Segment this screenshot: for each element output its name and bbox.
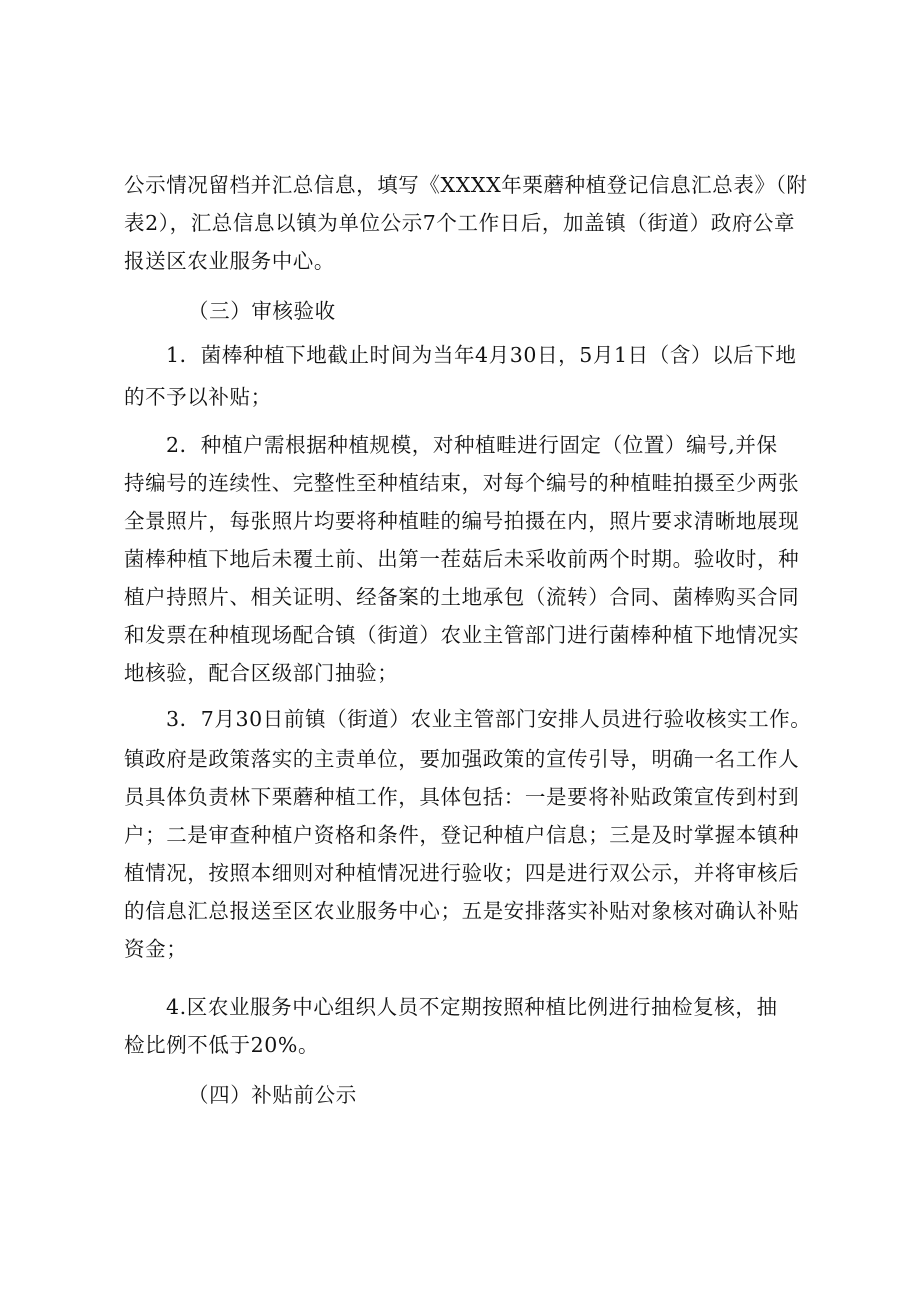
section-heading-3: （三）审核验收 bbox=[188, 299, 336, 323]
text-line-1: 公示情况留档并汇总信息，填写《XXXX年栗蘑种植登记信息汇总表》（附 bbox=[124, 173, 808, 197]
text-line-13: 地核验，配合区级部门抽验； bbox=[124, 661, 399, 685]
text-line-12: 和发票在种植现场配合镇（街道）农业主管部门进行菌棒种植下地情况实 bbox=[124, 623, 800, 647]
text-line-5: 1．菌棒种植下地截止时间为当年4月30日，5月1日（含）以后下地 bbox=[166, 343, 797, 367]
text-line-10: 菌棒种植下地后未覆土前、出第一茬菇后未采收前两个时期。验收时，种 bbox=[124, 547, 800, 571]
text-line-22: 检比例不低于20%。 bbox=[124, 1033, 320, 1057]
text-line-8: 持编号的连续性、完整性至种植结束，对每个编号的种植畦拍摄至少两张 bbox=[124, 471, 800, 495]
text-line-21: 4.区农业服务中心组织人员不定期按照种植比例进行抽检复核，抽 bbox=[166, 995, 778, 1019]
text-line-6: 的不予以补贴； bbox=[124, 385, 272, 409]
text-line-18: 植情况，按照本细则对种植情况进行验收；四是进行双公示，并将审核后 bbox=[124, 861, 800, 885]
text-line-11: 植户持照片、相关证明、经备案的土地承包（流转）合同、菌棒购买合同 bbox=[124, 585, 800, 609]
text-line-3: 报送区农业服务中心。 bbox=[124, 249, 335, 273]
section-heading-4: （四）补贴前公示 bbox=[188, 1083, 357, 1107]
text-line-15: 镇政府是政策落实的主责单位，要加强政策的宣传引导，明确一名工作人 bbox=[124, 747, 800, 771]
text-line-16: 员具体负责林下栗蘑种植工作，具体包括：一是要将补贴政策宣传到村到 bbox=[124, 785, 800, 809]
text-line-17: 户；二是审查种植户资格和条件，登记种植户信息；三是及时掌握本镇种 bbox=[124, 823, 800, 847]
text-line-20: 资金； bbox=[124, 937, 188, 961]
text-line-7: 2．种植户需根据种植规模，对种植畦进行固定（位置）编号,并保 bbox=[166, 433, 778, 457]
text-line-14: 3．7月30日前镇（街道）农业主管部门安排人员进行验收核实工作。 bbox=[166, 707, 812, 731]
text-line-2: 表2），汇总信息以镇为单位公示7个工作日后，加盖镇（街道）政府公章 bbox=[124, 211, 796, 235]
text-line-19: 的信息汇总报送至区农业服务中心；五是安排落实补贴对象核对确认补贴 bbox=[124, 899, 800, 923]
text-line-9: 全景照片，每张照片均要将种植畦的编号拍摄在内，照片要求清晰地展现 bbox=[124, 509, 800, 533]
